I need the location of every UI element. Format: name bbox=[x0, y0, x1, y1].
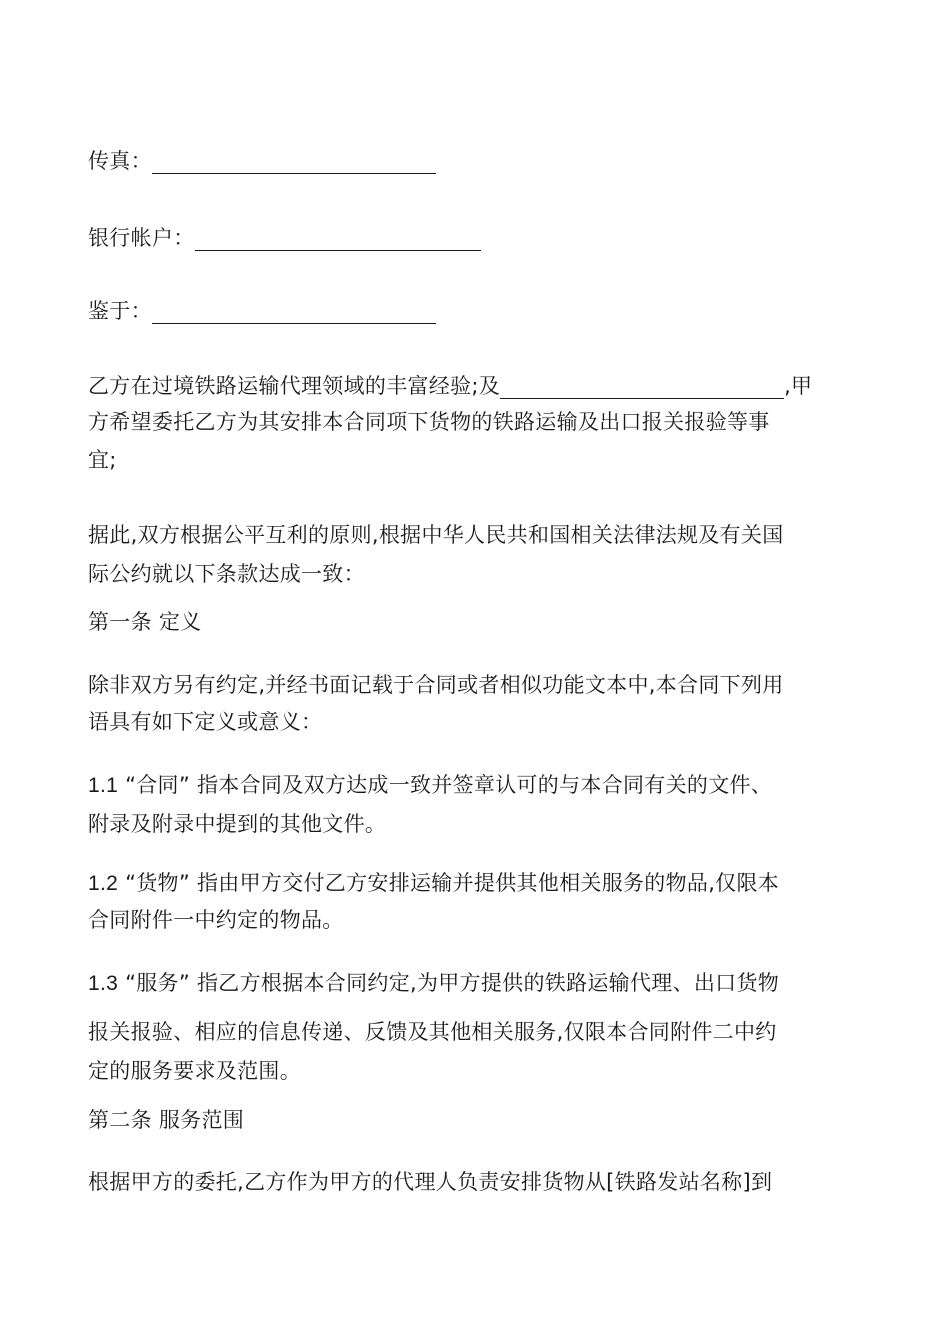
clause-1-3-line-2: 报关报验、相应的信息传递、反馈及其他相关服务,仅限本合同附件二中约 bbox=[88, 1020, 777, 1044]
fax-label: 传真： bbox=[88, 149, 152, 173]
clause-1-3-number: 1.3 bbox=[88, 972, 119, 995]
clause-1-2-text: “货物” 指由甲方交付乙方安排运输并提供其他相关服务的物品,仅限本 bbox=[118, 871, 780, 895]
agreement-line-1: 据此,双方根据公平互利的原则,根据中华人民共和国相关法律法规及有关国 bbox=[88, 523, 784, 547]
whereas-field bbox=[88, 290, 868, 332]
recital-line-3: 宜; bbox=[88, 448, 117, 472]
article-1-intro-line-1: 除非双方另有约定,并经书面记载于合同或者相似功能文本中,本合同下列用 bbox=[88, 673, 784, 697]
clause-1-1-text: “合同” 指本合同及双方达成一致并签章认可的与本合同有关的文件、 bbox=[118, 773, 773, 797]
clause-1-2-line-2: 合同附件一中约定的物品。 bbox=[88, 908, 344, 932]
agreement-line-2: 际公约就以下条款达成一致： bbox=[88, 562, 365, 586]
fax-field bbox=[88, 140, 868, 182]
clause-1-1-number: 1.1 bbox=[88, 774, 119, 797]
whereas-blank bbox=[152, 297, 436, 324]
recital-text-1b: ,甲 bbox=[784, 374, 813, 398]
article-1-title: 第一条 定义 bbox=[88, 610, 202, 634]
article-1-intro-line-2: 语具有如下定义或意义： bbox=[88, 710, 323, 734]
clause-1-3-text: “服务” 指乙方根据本合同约定,为甲方提供的铁路运输代理、出口货物 bbox=[118, 971, 780, 995]
bank-account-blank bbox=[195, 224, 481, 251]
article-2-line-1: 根据甲方的委托,乙方作为甲方的代理人负责安排货物从[铁路发站名称]到 bbox=[88, 1170, 773, 1194]
fax-blank bbox=[152, 147, 436, 174]
recital-text-1a: 乙方在过境铁路运输代理领域的丰富经验;及 bbox=[88, 374, 501, 398]
article-2-title: 第二条 服务范围 bbox=[88, 1108, 245, 1132]
whereas-label: 鉴于： bbox=[88, 299, 152, 323]
clause-1-1-line-1 bbox=[88, 764, 868, 807]
recital-blank bbox=[500, 372, 784, 399]
clause-1-2-number: 1.2 bbox=[88, 872, 119, 895]
recital-line-2: 方希望委托乙方为其安排本合同项下货物的铁路运输及出口报关报验等事 bbox=[88, 410, 770, 434]
bank-account-field bbox=[88, 217, 868, 259]
clause-1-3-line-3: 定的服务要求及范围。 bbox=[88, 1059, 301, 1083]
clause-1-3-line-1 bbox=[88, 962, 868, 1005]
bank-account-label: 银行帐户： bbox=[88, 226, 195, 250]
clause-1-1-line-2: 附录及附录中提到的其他文件。 bbox=[88, 812, 387, 836]
